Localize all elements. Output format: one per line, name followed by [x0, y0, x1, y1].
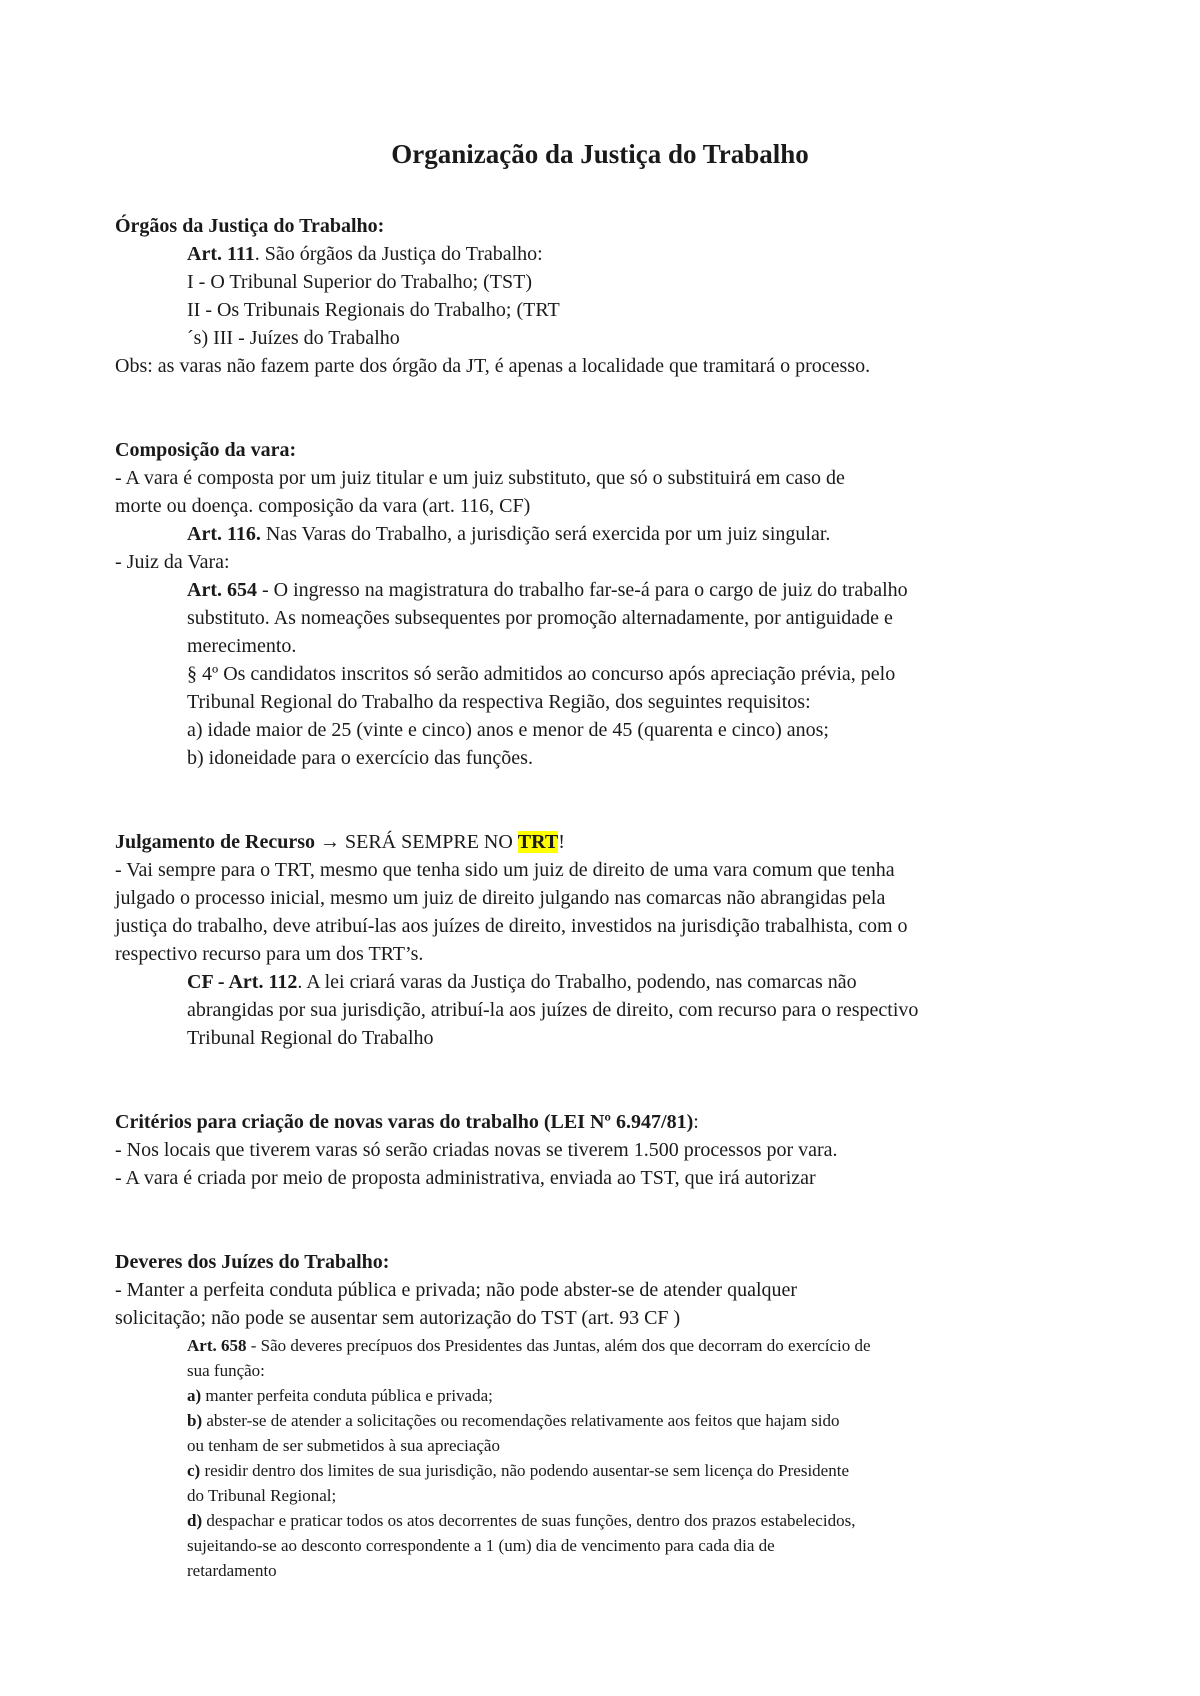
criterios-label: Critérios para criação de novas varas do trabalho (LEI Nº 6.947/81) — [115, 1111, 694, 1133]
art-111-line — [187, 240, 543, 268]
dever-a-text: manter perfeita conduta pública e privada; — [201, 1386, 493, 1405]
art-658-label: Art. 658 — [187, 1336, 247, 1355]
dever-d-l2: sujeitando-se ao desconto correspondente a 1 (um) dia de vencimento para cada dia de — [187, 1536, 775, 1555]
art-116-label: Art. 116. — [187, 523, 261, 545]
julgamento-p1: - Vai sempre para o TRT, mesmo que tenha sido um juiz de direito de uma vara comum que tenha — [115, 859, 895, 881]
dever-c-label: c) — [187, 1461, 201, 1480]
dever-c-text: residir dentro dos limites de sua jurisdição, não podendo ausentar-se sem licença do Presidente — [200, 1461, 849, 1480]
section-heading-composicao: Composição da vara: — [115, 439, 297, 461]
art-116-line — [187, 520, 830, 548]
criterios-colon: : — [693, 1111, 699, 1133]
art-658-text: - São deveres precípuos dos Presidentes das Juntas, além dos que decorram do exercício de — [246, 1336, 871, 1355]
obs-note: Obs: as varas não fazem parte dos órgão da JT, é apenas a localidade que tramitará o processo. — [115, 355, 871, 377]
cf-art-112-label: CF - Art. 112 — [187, 971, 298, 993]
section-heading-deveres: Deveres dos Juízes do Trabalho: — [115, 1251, 390, 1273]
cf-art-112-l2: abrangidas por sua jurisdição, atribuí-la aos juízes de direito, com recurso para o respectivo — [187, 999, 919, 1021]
item-iii: ´s) III - Juízes do Trabalho — [187, 327, 400, 349]
composicao-p2: morte ou doença. composição da vara (art. 116, CF) — [115, 495, 531, 517]
trt-highlight: TRT — [517, 831, 559, 853]
requisito-a: a) idade maior de 25 (vinte e cinco) anos e menor de 45 (quarenta e cinco) anos; — [187, 719, 829, 741]
paragraph-4-l2: Tribunal Regional do Trabalho da respectiva Região, dos seguintes requisitos: — [187, 691, 811, 713]
dever-b-label: b) — [187, 1411, 203, 1430]
julgamento-exclamation: ! — [558, 831, 565, 853]
art-116-text: Nas Varas do Trabalho, a jurisdição será exercida por um juiz singular. — [260, 523, 831, 545]
dever-b — [187, 1408, 840, 1433]
criterios-p2: - A vara é criada por meio de proposta administrativa, enviada ao TST, que irá autorizar — [115, 1167, 816, 1189]
criterios-p1: - Nos locais que tiverem varas só serão criadas novas se tiverem 1.500 processos por vara. — [115, 1139, 838, 1161]
dever-b-l2: ou tenham de ser submetidos à sua apreciação — [187, 1436, 500, 1455]
art-658-l2: sua função: — [187, 1361, 265, 1380]
art-658-line — [187, 1333, 871, 1358]
art-654-label: Art. 654 — [187, 579, 257, 601]
dever-b-text: abster-se de atender a solicitações ou recomendações relativamente aos feitos que hajam sido — [202, 1411, 840, 1430]
art-654-text: - O ingresso na magistratura do trabalho far-se-á para o cargo de juiz do trabalho — [256, 579, 908, 601]
dever-a-label: a) — [187, 1386, 202, 1405]
cf-art-112-l3: Tribunal Regional do Trabalho — [187, 1027, 434, 1049]
section-heading-julgamento — [115, 828, 565, 856]
paragraph-4: § 4º Os candidatos inscritos só serão admitidos ao concurso após apreciação prévia, pelo — [187, 663, 896, 685]
requisito-b: b) idoneidade para o exercício das funções. — [187, 747, 533, 769]
composicao-p1: - A vara é composta por um juiz titular e um juiz substituto, que só o substituirá em caso de — [115, 467, 845, 489]
julgamento-arrow-text: → SERÁ SEMPRE NO — [314, 831, 518, 853]
section-heading-criterios — [115, 1108, 699, 1136]
art-654-l2: substituto. As nomeações subsequentes por promoção alternadamente, por antiguidade e — [187, 607, 893, 629]
dever-c-l2: do Tribunal Regional; — [187, 1486, 337, 1505]
document-title: Organização da Justiça do Trabalho — [391, 139, 809, 169]
deveres-p2: solicitação; não pode se ausentar sem autorização do TST (art. 93 CF ) — [115, 1307, 681, 1329]
item-i: I - O Tribunal Superior do Trabalho; (TST) — [187, 271, 532, 293]
juiz-da-vara: - Juiz da Vara: — [115, 551, 230, 573]
section-heading-orgaos: Órgãos da Justiça do Trabalho: — [115, 215, 385, 237]
dever-c — [187, 1458, 849, 1483]
julgamento-p3: justiça do trabalho, deve atribuí-las aos juízes de direito, investidos na jurisdição trabalhista, com o — [115, 915, 908, 937]
art-654-line — [187, 576, 908, 604]
item-ii: II - Os Tribunais Regionais do Trabalho; (TRT — [187, 299, 560, 321]
julgamento-p4: respectivo recurso para um dos TRT’s. — [115, 943, 424, 965]
art-111-text: . São órgãos da Justiça do Trabalho: — [254, 243, 543, 265]
deveres-p1: - Manter a perfeita conduta pública e privada; não pode abster-se de atender qualquer — [115, 1279, 798, 1301]
cf-art-112-text: . A lei criará varas da Justiça do Trabalho, podendo, nas comarcas não — [297, 971, 857, 993]
dever-d-text: despachar e praticar todos os atos decorrentes de suas funções, dentro dos prazos estabelecidos, — [202, 1511, 856, 1530]
cf-art-112-line — [187, 968, 857, 996]
dever-a — [187, 1383, 493, 1408]
julgamento-label: Julgamento de Recurso — [115, 831, 315, 853]
art-111-label: Art. 111 — [187, 243, 255, 265]
dever-d — [187, 1508, 855, 1533]
dever-d-label: d) — [187, 1511, 203, 1530]
julgamento-p2: julgado o processo inicial, mesmo um juiz de direito julgando nas comarcas não abrangidas pela — [115, 887, 886, 909]
dever-d-l3: retardamento — [187, 1561, 277, 1580]
art-654-l3: merecimento. — [187, 635, 297, 657]
